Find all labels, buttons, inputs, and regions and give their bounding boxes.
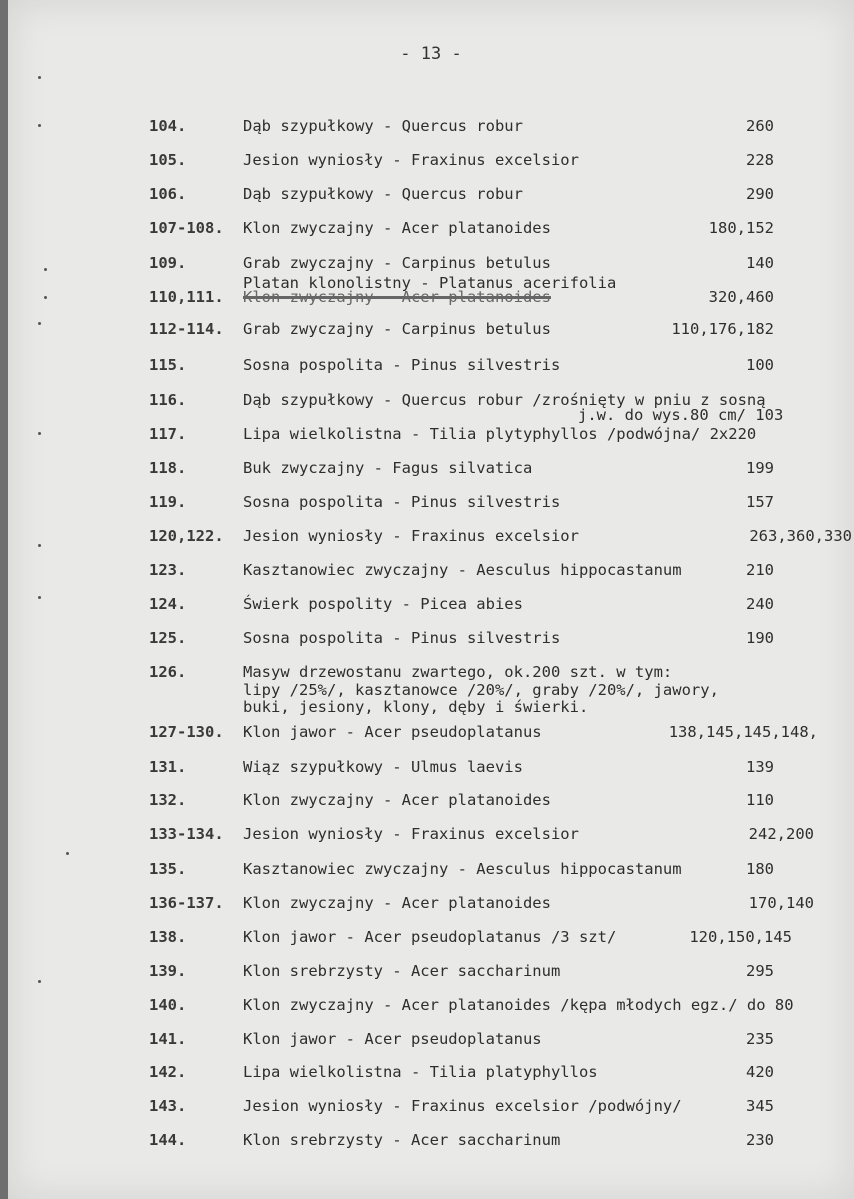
item-species: Wiąz szypułkowy - Ulmus laevis: [243, 758, 523, 776]
item-value: 290: [746, 185, 774, 203]
item-number: 127-130.: [149, 723, 224, 741]
item-species: Sosna pospolita - Pinus silvestris: [243, 493, 561, 511]
item-value: 120,150,145: [689, 928, 792, 946]
item-number: 112-114.: [149, 320, 224, 338]
item-value: 210: [746, 561, 774, 579]
item-species: Dąb szypułkowy - Quercus robur: [243, 185, 523, 203]
item-number: 106.: [149, 185, 187, 203]
item-species: Jesion wyniosły - Fraxinus excelsior: [243, 527, 579, 545]
item-number: 105.: [149, 151, 187, 169]
item-number: 132.: [149, 791, 187, 809]
scan-speck: [38, 544, 41, 547]
item-value: 139: [746, 758, 774, 776]
page-number: - 13 -: [400, 44, 462, 64]
item-value: 230: [746, 1131, 774, 1149]
handwritten-correction: Platan klonolistny - Platanus acerifolia: [243, 274, 617, 292]
scan-speck: [38, 76, 41, 79]
item-number: 144.: [149, 1131, 187, 1149]
item-species: Lipa wielkolistna - Tilia platyphyllos: [243, 1063, 598, 1081]
scan-speck: [38, 322, 41, 325]
item-number: 120,122.: [149, 527, 224, 545]
item-number: 123.: [149, 561, 187, 579]
item-number: 117.: [149, 425, 187, 443]
item-value: 110,176,182: [671, 320, 774, 338]
item-number: 107-108.: [149, 219, 224, 237]
item-value: 199: [746, 459, 774, 477]
item-species: Klon jawor - Acer pseudoplatanus: [243, 723, 542, 741]
item-value: 420: [746, 1063, 774, 1081]
item-species: Buk zwyczajny - Fagus silvatica: [243, 459, 533, 477]
item-number: 119.: [149, 493, 187, 511]
item-number: 109.: [149, 254, 187, 272]
item-number: 115.: [149, 356, 187, 374]
item-value: 240: [746, 595, 774, 613]
item-number: 110,111.: [149, 288, 224, 306]
item-value: 260: [746, 117, 774, 135]
item-number: 143.: [149, 1097, 187, 1115]
item-species: Klon srebrzysty - Acer saccharinum: [243, 962, 561, 980]
item-species: Dąb szypułkowy - Quercus robur: [243, 117, 523, 135]
item-value: 263,360,330: [749, 527, 852, 545]
item-value: 228: [746, 151, 774, 169]
item-value: 138,145,145,148,: [668, 723, 818, 741]
item-species: Sosna pospolita - Pinus silvestris: [243, 356, 561, 374]
item-number: 116.: [149, 391, 187, 409]
item-species: Grab zwyczajny - Carpinus betulus: [243, 254, 551, 272]
item-value: 190: [746, 629, 774, 647]
scan-speck: [38, 124, 41, 127]
item-number: 118.: [149, 459, 187, 477]
item-value: 140: [746, 254, 774, 272]
item-species: Kasztanowiec zwyczajny - Aesculus hippocastanum: [243, 561, 682, 579]
item-value: 242,200: [748, 825, 814, 843]
item-species: Klon srebrzysty - Acer saccharinum: [243, 1131, 561, 1149]
scan-speck: [44, 268, 47, 271]
item-note: buki, jesiony, klony, dęby i świerki.: [243, 698, 589, 716]
item-number: 126.: [149, 663, 187, 681]
item-number: 124.: [149, 595, 187, 613]
item-value: 180: [746, 860, 774, 878]
item-number: 142.: [149, 1063, 187, 1081]
item-species: Jesion wyniosły - Fraxinus excelsior: [243, 825, 579, 843]
scan-speck: [38, 596, 41, 599]
item-number: 141.: [149, 1030, 187, 1048]
document-page: [8, 0, 854, 1199]
item-species-struck: Klon zwyczajny - Acer platanoides: [243, 288, 551, 306]
item-number: 125.: [149, 629, 187, 647]
item-value: 345: [746, 1097, 774, 1115]
item-species: Sosna pospolita - Pinus silvestris: [243, 629, 561, 647]
tree-list: [8, 0, 854, 1199]
item-note: j.w. do wys.80 cm/ 103: [578, 406, 784, 424]
item-number: 131.: [149, 758, 187, 776]
item-number: 136-137.: [149, 894, 224, 912]
item-value: 295: [746, 962, 774, 980]
item-species: Klon zwyczajny - Acer platanoides: [243, 791, 551, 809]
scan-speck: [44, 296, 47, 299]
item-number: 138.: [149, 928, 187, 946]
item-note: lipy /25%/, kasztanowce /20%/, graby /20%/, jawory,: [243, 681, 719, 699]
item-value: 110: [746, 791, 774, 809]
item-species: Świerk pospolity - Picea abies: [243, 595, 523, 613]
scan-speck: [66, 852, 69, 855]
item-species: Masyw drzewostanu zwartego, ok.200 szt. w tym:: [243, 663, 673, 681]
item-species: Jesion wyniosły - Fraxinus excelsior /podwójny/: [243, 1097, 682, 1115]
scan-speck: [38, 432, 41, 435]
item-number: 135.: [149, 860, 187, 878]
item-number: 104.: [149, 117, 187, 135]
item-number: 133-134.: [149, 825, 224, 843]
item-species: Lipa wielkolistna - Tilia plytyphyllos /podwójna/ 2x220: [243, 425, 757, 443]
item-value: 180,152: [708, 219, 774, 237]
item-species: Grab zwyczajny - Carpinus betulus: [243, 320, 551, 338]
item-species: Klon zwyczajny - Acer platanoides /kępa młodych egz./ do 80: [243, 996, 794, 1014]
item-species: Dąb szypułkowy - Quercus robur /zrośnięty w pniu z sosną: [243, 391, 766, 409]
item-value: 157: [746, 493, 774, 511]
item-species: Klon jawor - Acer pseudoplatanus /3 szt/: [243, 928, 617, 946]
item-species: Kasztanowiec zwyczajny - Aesculus hippocastanum: [243, 860, 682, 878]
item-number: 139.: [149, 962, 187, 980]
item-species: Klon zwyczajny - Acer platanoides: [243, 894, 551, 912]
item-value: 100: [746, 356, 774, 374]
item-species: Klon jawor - Acer pseudoplatanus: [243, 1030, 542, 1048]
item-species: Jesion wyniosły - Fraxinus excelsior: [243, 151, 579, 169]
scan-speck: [38, 980, 41, 983]
item-value: 235: [746, 1030, 774, 1048]
item-number: 140.: [149, 996, 187, 1014]
item-value: 170,140: [748, 894, 814, 912]
item-value: 320,460: [708, 288, 774, 306]
item-species: Klon zwyczajny - Acer platanoides: [243, 219, 551, 237]
